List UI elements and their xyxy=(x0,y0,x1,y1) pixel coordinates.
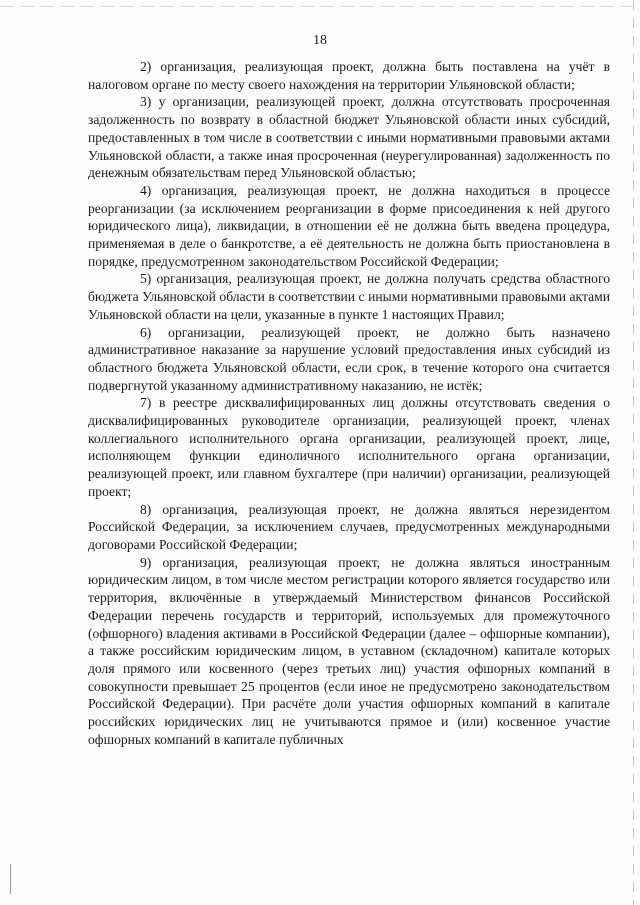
paragraph-item-8: 8) организация, реализующая проект, не должна являться нерезидентом Российской Федерации, за исключением случаев, предусмотренных международными договорами Российской Федерации; xyxy=(88,501,610,552)
scan-mark xyxy=(10,864,11,894)
paragraph-item-7: 7) в реестре дисквалифицированных лиц должны отсутствовать сведения о дисквалифицированных руководителе организации, реализующей проект, членах коллегиального исполнительного органа организации, реализующей проект, лице, исполняющем функции единоличного исполнительного органа организации, реализующей проект, или главном бухгалтере (при наличии) организации, реализующей проект; xyxy=(88,395,610,499)
paragraph-item-4: 4) организация, реализующая проект, не должна находиться в процессе реорганизации (за исключением реорганизации в форме присоединения к ней другого юридического лица), ликвидации, в отношении её не должна быть введена процедура, применяемая в деле о банкротстве, а её деятельность не должна быть приостановлена в порядке, предусмотренном законодательством Российской Федерации; xyxy=(88,182,610,269)
paragraph-item-2: 2) организация, реализующая проект, должна быть поставлена на учёт в налоговом органе по месту своего нахождения на территории Ульяновской области; xyxy=(88,59,610,92)
document-body xyxy=(88,58,610,748)
paragraph-item-9: 9) организация, реализующая проект, не должна являться иностранным юридическим лицом, в том числе местом регистрации которого является государство или территория, включённые в утверждаемый Министерством финансов Российской Федерации перечень государств и территорий, используемых для промежуточного (офшорного) владения активами в Российской Федерации (далее – офшорные компании), а также российским юридическим лицом, в уставном (складочном) капитале которых доля прямого или косвенного (через третьих лиц) участия офшорных компаний в совокупности превышает 25 процентов (если иное не предусмотрено законодательством Российской Федерации). При расчёте доли участия офшорных компаний в капитале российских юридических лиц не учитываются прямое и (или) косвенное участие офшорных компаний в капитале публичных xyxy=(88,554,610,747)
paragraph-item-6: 6) организации, реализующей проект, не должно быть назначено административное наказание за нарушение условий предоставления иных субсидий из областного бюджета Ульяновской области, если срок, в течение которого она считается подвергнутой указанному административному наказанию, не истёк; xyxy=(88,324,610,393)
scan-edge-right xyxy=(633,0,634,905)
scan-edge-top xyxy=(0,6,640,7)
page-number: 18 xyxy=(313,33,327,48)
paragraph-item-5: 5) организация, реализующая проект, не должна получать средства областного бюджета Ульяновской области в соответствии с иными нормативными правовыми актами Ульяновской области на цели, указанные в пункте 1 настоящих Правил; xyxy=(88,271,610,322)
paragraph-item-3: 3) у организации, реализующей проект, должна отсутствовать просроченная задолженность по возврату в областной бюджет Ульяновской области иных субсидий, предоставленных в том числе в соответствии с иными нормативными правовыми актами Ульяновской области, а также иная просроченная (неурегулированная) задолженность по денежным обязательствам перед Ульяновской областью; xyxy=(88,94,610,181)
